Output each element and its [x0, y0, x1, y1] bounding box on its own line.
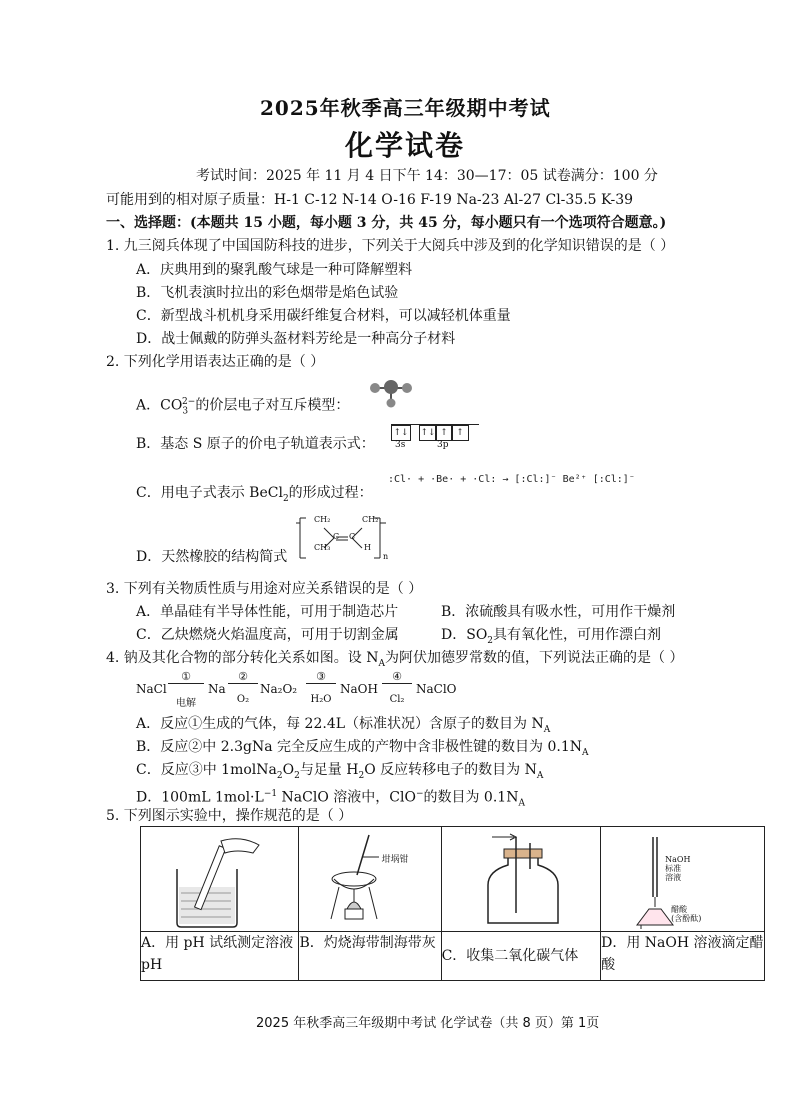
orbital-3s-box: ↑↓: [391, 425, 411, 441]
q2-stem: 2. 下列化学用语表达正确的是（ ）: [106, 354, 325, 370]
rubber-ch2-left: CH₂: [314, 515, 331, 524]
burning-kelp-image: [299, 827, 429, 931]
q5-stem: 5. 下列图示实验中，操作规范的是（ ）: [106, 808, 353, 824]
figure-c-cell: [441, 827, 601, 932]
rubber-ch3: CH₃: [314, 543, 331, 552]
step4-label: ④: [392, 670, 402, 683]
orbital-3s-label: 3s: [395, 440, 406, 450]
q1-option-d: D．战士佩戴的防弹头盔材料芳纶是一种高分子材料: [136, 331, 456, 347]
step2-arrow: [228, 683, 258, 684]
q2-option-d: D．天然橡胶的结构简式: [136, 549, 288, 565]
atomic-masses: 可能用到的相对原子质量：H-1 C-12 N-14 O-16 F-19 Na-23 Al-27 Cl-35.5 K-39: [106, 192, 634, 208]
ph-test-image: [141, 827, 286, 931]
step3-label: ③: [316, 670, 326, 683]
exam-info: 考试时间：2025 年 11 月 4 日下午 14：30—17：05 试卷满分：100 分: [196, 168, 658, 184]
figure-b-cell: [299, 827, 441, 932]
section-heading: 一、选择题：(本题共 15 小题，每小题 3 分，共 45 分，每小题只有一个选项符合题意。): [106, 215, 667, 231]
caption-b: B．灼烧海带制海带灰: [299, 932, 441, 981]
q2-option-b: B．基态 S 原子的价电子轨道表示式：: [136, 436, 375, 452]
q4-stem: 4. 钠及其化合物的部分转化关系如图。设 $N_A$为阿伏加德罗常数的值，下列说法正确的是（ ）: [106, 650, 684, 669]
figure-a-cell: [141, 827, 299, 932]
step3-arrow: [306, 683, 336, 684]
experiment-table: [140, 826, 765, 981]
q3-option-c: C．乙炔燃烧火焰温度高，可用于切割金属: [136, 627, 399, 643]
q4-option-c: C．反应③中 $1molNa_2O_2$与足量 $H_2O$ 反应转移电子的数目为 $N_A$: [136, 762, 544, 781]
q3-option-b: B．浓硫酸具有吸水性，可用作干燥剂: [441, 604, 676, 620]
exam-title: 2025年秋季高三年级期中考试: [260, 96, 551, 120]
chain-naclo: NaClO: [416, 682, 457, 696]
chain-na2o2: Na₂O₂: [260, 682, 298, 696]
q3-option-a: A．单晶硅有半导体性能，可用于制造芯片: [136, 604, 399, 620]
caption-c: C．收集二氧化碳气体: [441, 932, 601, 981]
orbital-diagram: [391, 424, 479, 450]
q3-option-d: D．$SO_2$具有氧化性，可用作漂白剂: [441, 627, 662, 646]
orbital-3p-box-3: ↑: [451, 425, 469, 441]
step1-condition: 电解: [176, 698, 196, 709]
rubber-c-left: C: [333, 532, 340, 541]
rubber-c-right: C: [349, 532, 356, 541]
step1-arrow: [168, 683, 204, 684]
vsepr-model-image: [366, 376, 416, 408]
q4-option-d: D．100mL $1mol\cdot L^{-1}$ NaClO 溶液中，ClO−的数目为 $0.1N_A$: [136, 789, 525, 809]
q1-option-b: B．飞机表演时拉出的彩色烟带是焰色试验: [136, 285, 399, 301]
rubber-n: n: [383, 552, 389, 561]
q1-stem: 1. 九三阅兵体现了中国国防科技的进步，下列关于大阅兵中涉及到的化学知识错误的是（ ）: [106, 238, 675, 254]
transformation-chain: [136, 672, 456, 712]
q1-option-c: C．新型战斗机机身采用碳纤维复合材料，可以减轻机体重量: [136, 308, 511, 324]
q4-option-b: B．反应②中 2.3gNa 完全反应生成的产物中含非极性键的数目为 $0.1N_A$: [136, 739, 589, 758]
page-footer: 2025 年秋季高三年级期中考试 化学试卷（共 8 页）第 1页: [256, 1016, 600, 1031]
step4-condition: Cl₂: [389, 694, 405, 705]
q2-option-c: C．用电子式表示 BeCl$_2$的形成过程：: [136, 485, 373, 504]
step1-label: ①: [181, 670, 191, 683]
step2-label: ②: [238, 670, 248, 683]
orbital-3p-box-2: ↑: [435, 425, 453, 441]
subject-title: 化学试卷: [345, 129, 466, 162]
orbital-3p-box-1: ↑↓: [419, 425, 437, 441]
q2-option-a: A．$CO_3^{2-}$的价层电子对互斥模型：: [136, 397, 350, 417]
q4-option-a: A．反应①生成的气体，每 22.4L（标准状况）含原子的数目为 $N_A$: [136, 716, 551, 735]
step3-condition: H₂O: [310, 694, 332, 705]
q3-stem: 3. 下列有关物质性质与用途对应关系错误的是（ ）: [106, 581, 423, 597]
electron-formula: :Cl· + ·Be· + ·Cl: → [:Cl:]⁻ Be²⁺ [:Cl:]⁻: [388, 474, 635, 485]
chain-na: Na: [208, 682, 226, 696]
step4-arrow: [382, 683, 412, 684]
figure-b-label: 坩埚钳: [381, 855, 409, 865]
chain-naoh: NaOH: [340, 682, 378, 696]
rubber-ch2-right: CH₂: [362, 515, 379, 524]
caption-d: D．用 NaOH 溶液滴定醋酸: [601, 932, 765, 981]
rubber-h: H: [364, 543, 371, 552]
figure-d-labels: NaOH 标准 溶液: [665, 855, 691, 882]
chain-nacl: NaCl: [136, 682, 167, 696]
step2-condition: O₂: [236, 694, 250, 705]
q1-option-a: A．庆典用到的聚乳酸气球是一种可降解塑料: [136, 262, 413, 278]
gas-bottle-image: [442, 827, 588, 931]
caption-a: A．用 pH 试纸测定溶液 pH: [141, 932, 299, 981]
figure-d-flask-label: 醋酸 (含酚酞): [671, 905, 702, 923]
orbital-3p-label: 3p: [437, 440, 449, 450]
figure-d-cell: [601, 827, 765, 932]
